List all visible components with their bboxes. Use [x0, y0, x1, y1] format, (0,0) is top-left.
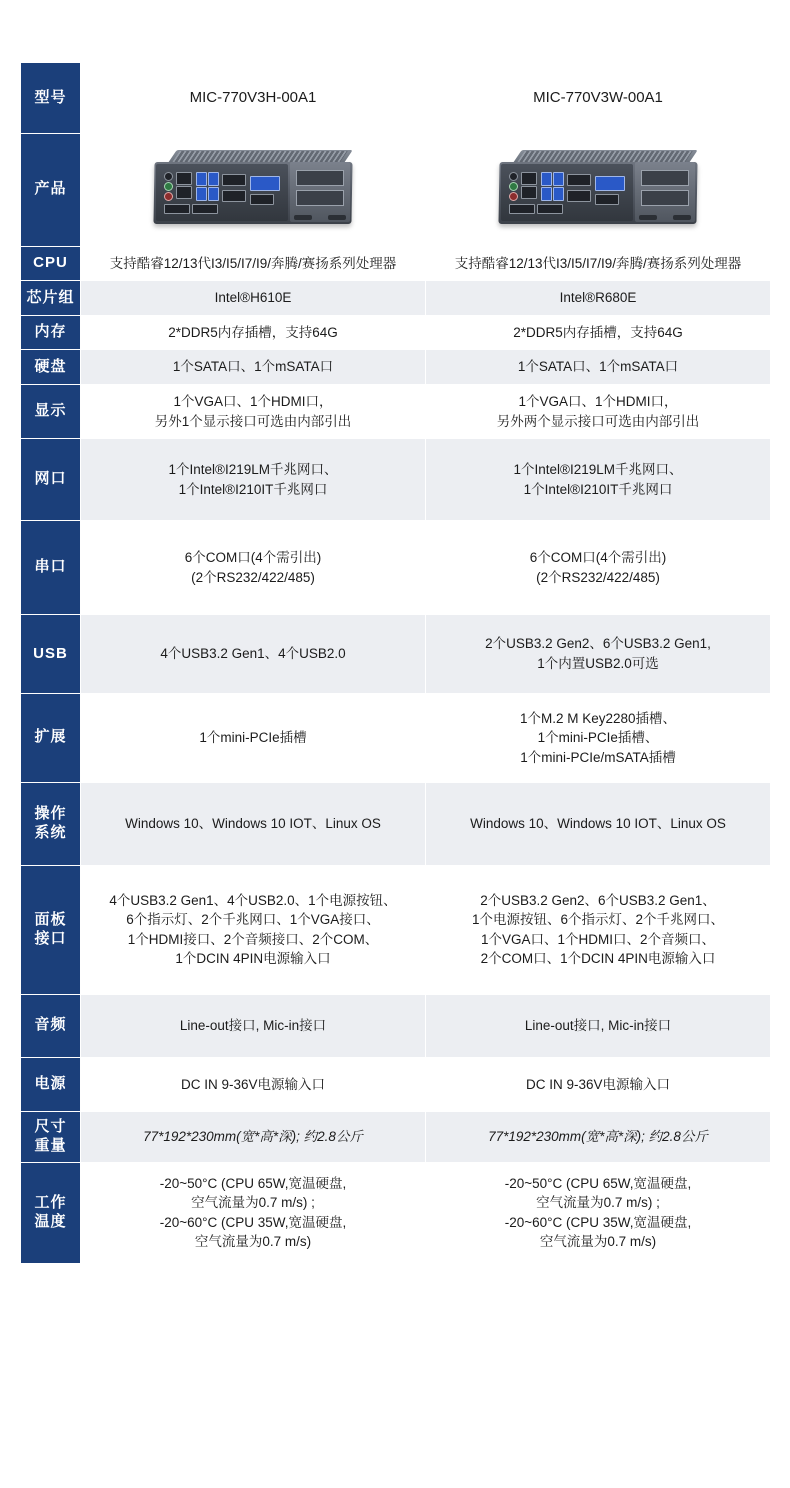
row-label-lan: 网口	[21, 439, 81, 521]
row-label-os	[21, 783, 81, 866]
cell-line: -20~60°C (CPU 35W,宽温硬盘,	[504, 1214, 692, 1230]
cell-line: 2个COM口、1个DCIN 4PIN电源输入口	[480, 951, 716, 967]
row-label-display: 显示	[21, 385, 81, 439]
embedded-computer-photo	[144, 144, 362, 236]
cell-line: 1个Intel®I219LM千兆网口、	[168, 462, 338, 478]
table-row	[21, 133, 771, 246]
table-row	[21, 615, 771, 693]
cell-temperature-h	[81, 1162, 426, 1263]
label-line: 操作	[34, 805, 67, 823]
cell-line: 1个DCIN 4PIN电源输入口	[175, 951, 331, 967]
cell-line: 1个Intel®I219LM千兆网口、	[513, 462, 683, 478]
row-label-chipset: 芯片组	[21, 281, 81, 316]
row-label-storage: 硬盘	[21, 350, 81, 385]
cell-expansion-h	[81, 693, 426, 783]
table-row	[21, 281, 771, 316]
table-row	[21, 693, 771, 783]
table-row	[21, 63, 771, 134]
cell-serial-h	[81, 521, 426, 615]
table-row	[21, 1057, 771, 1112]
cell-line: 1个VGA口、1个HDMI口、2个音频口、	[480, 931, 716, 947]
cell-cpu-w: 支持酷睿12/13代I3/I5/I7/I9/奔腾/赛扬系列处理器	[426, 246, 771, 281]
cell-line: DC IN 9-36V电源输入口	[525, 1076, 671, 1092]
table-row	[21, 995, 771, 1058]
cell-line: DC IN 9-36V电源输入口	[180, 1076, 326, 1092]
cell-panel-io-h	[81, 865, 426, 994]
label-line: 重量	[34, 1136, 67, 1154]
cell-line: 2个USB3.2 Gen2、6个USB3.2 Gen1,	[485, 636, 711, 652]
row-label-dimensions-weight	[21, 1112, 81, 1163]
row-label-product: 产品	[21, 133, 81, 246]
row-label-operating-temperature	[21, 1162, 81, 1263]
cell-line: 1个M.2 M Key2280插槽、	[519, 710, 677, 726]
cell-line: 1个mini-PCIe插槽	[199, 730, 307, 746]
row-label-cpu: CPU	[21, 246, 81, 281]
cell-temperature-w	[426, 1162, 771, 1263]
cell-line: 77*192*230mm(宽*高*深); 约2.8公斤	[488, 1129, 708, 1145]
cell-os-h	[81, 783, 426, 866]
cell-storage-h: 1个SATA口、1个mSATA口	[81, 350, 426, 385]
cell-line: 空气流量为0.7 m/s) ;	[191, 1195, 315, 1211]
cell-line: -20~60°C (CPU 35W,宽温硬盘,	[159, 1214, 347, 1230]
cell-line: 1个内置USB2.0可选	[537, 655, 659, 671]
cell-usb-h	[81, 615, 426, 693]
cell-line: 1个Intel®I210IT千兆网口	[178, 481, 328, 497]
cell-memory-w: 2*DDR5内存插槽，支持64G	[426, 315, 771, 350]
cell-chipset-h: Intel®H610E	[81, 281, 426, 316]
cell-line: 空气流量为0.7 m/s)	[194, 1234, 312, 1250]
cell-lan-h	[81, 439, 426, 521]
cell-line: 1个HDMI接口、2个音频接口、2个COM、	[127, 931, 379, 947]
cell-line: 空气流量为0.7 m/s)	[539, 1234, 657, 1250]
specification-table	[20, 62, 771, 1264]
row-label-model: 型号	[21, 63, 81, 134]
cell-line: 1个mini-PCIe插槽、	[537, 730, 659, 746]
cell-line: 1个Intel®I210IT千兆网口	[523, 481, 673, 497]
cell-expansion-w	[426, 693, 771, 783]
table-row	[21, 315, 771, 350]
cell-dimensions-w	[426, 1112, 771, 1163]
cell-audio-w	[426, 995, 771, 1058]
cell-chipset-w: Intel®R680E	[426, 281, 771, 316]
label-line: 温度	[34, 1212, 67, 1230]
cell-line: 1个mini-PCIe/mSATA插槽	[520, 749, 676, 765]
cell-storage-w: 1个SATA口、1个mSATA口	[426, 350, 771, 385]
cell-line: 77*192*230mm(宽*高*深); 约2.8公斤	[143, 1129, 363, 1145]
table-row	[21, 1112, 771, 1163]
label-line: 系统	[34, 823, 67, 841]
cell-line: 4个USB3.2 Gen1、4个USB2.0、1个电源按钮、	[109, 892, 397, 908]
cell-power-h	[81, 1057, 426, 1112]
cell-dimensions-h	[81, 1112, 426, 1163]
label-line: 面板	[34, 911, 67, 929]
table-row	[21, 1162, 771, 1263]
cell-power-w	[426, 1057, 771, 1112]
cell-line: Windows 10、Windows 10 IOT、Linux OS	[125, 816, 381, 832]
label-line: 尺寸	[34, 1118, 67, 1136]
cell-line: (2个RS232/422/485)	[536, 569, 660, 585]
label-line: 接口	[34, 929, 67, 947]
cell-line: 1个VGA口、1个HDMI口，	[518, 394, 678, 409]
label-line: 工作	[34, 1194, 67, 1212]
cell-line: 空气流量为0.7 m/s) ;	[536, 1195, 660, 1211]
table-row	[21, 385, 771, 439]
cell-line: Windows 10、Windows 10 IOT、Linux OS	[470, 816, 726, 832]
cell-line: 6个指示灯、2个千兆网口、1个VGA接口、	[126, 912, 380, 928]
row-label-usb: USB	[21, 615, 81, 693]
cell-product-image-h	[81, 133, 426, 246]
row-label-expansion: 扩展	[21, 693, 81, 783]
cell-line: 2个USB3.2 Gen2、6个USB3.2 Gen1、	[480, 892, 716, 908]
cell-panel-io-w	[426, 865, 771, 994]
row-label-power: 电源	[21, 1057, 81, 1112]
cell-model-w: MIC-770V3W-00A1	[426, 63, 771, 134]
row-label-memory: 内存	[21, 315, 81, 350]
cell-product-image-w	[426, 133, 771, 246]
cell-line: 6个COM口(4个需引出)	[529, 550, 667, 566]
table-row	[21, 783, 771, 866]
table-row	[21, 521, 771, 615]
cell-line: Line-out接口, Mic-in接口	[524, 1018, 672, 1033]
cell-line: -20~50°C (CPU 65W,宽温硬盘,	[504, 1175, 692, 1191]
cell-display-w	[426, 385, 771, 439]
cell-line: 另外两个显示接口可选由内部引出	[496, 413, 700, 429]
cell-lan-w	[426, 439, 771, 521]
cell-cpu-h: 支持酷睿12/13代I3/I5/I7/I9/奔腾/赛扬系列处理器	[81, 246, 426, 281]
cell-display-h	[81, 385, 426, 439]
row-label-audio: 音频	[21, 995, 81, 1058]
cell-os-w	[426, 783, 771, 866]
cell-line: 1个电源按钮、6个指示灯、2个千兆网口、	[471, 912, 725, 928]
cell-memory-h: 2*DDR5内存插槽，支持64G	[81, 315, 426, 350]
cell-line: 6个COM口(4个需引出)	[184, 550, 322, 566]
cell-line: (2个RS232/422/485)	[191, 569, 315, 585]
row-label-serial: 串口	[21, 521, 81, 615]
cell-usb-w	[426, 615, 771, 693]
embedded-computer-photo	[489, 144, 707, 236]
cell-line: 另外1个显示接口可选由内部引出	[154, 413, 352, 429]
table-row	[21, 439, 771, 521]
cell-model-h: MIC-770V3H-00A1	[81, 63, 426, 134]
cell-line: -20~50°C (CPU 65W,宽温硬盘,	[159, 1175, 347, 1191]
table-row	[21, 865, 771, 994]
table-row	[21, 246, 771, 281]
cell-line: Line-out接口, Mic-in接口	[179, 1018, 327, 1033]
table-row	[21, 350, 771, 385]
cell-serial-w	[426, 521, 771, 615]
cell-audio-h	[81, 995, 426, 1058]
cell-line: 4个USB3.2 Gen1、4个USB2.0	[160, 646, 346, 662]
cell-line: 1个VGA口、1个HDMI口，	[173, 394, 333, 409]
row-label-panel-io	[21, 865, 81, 994]
